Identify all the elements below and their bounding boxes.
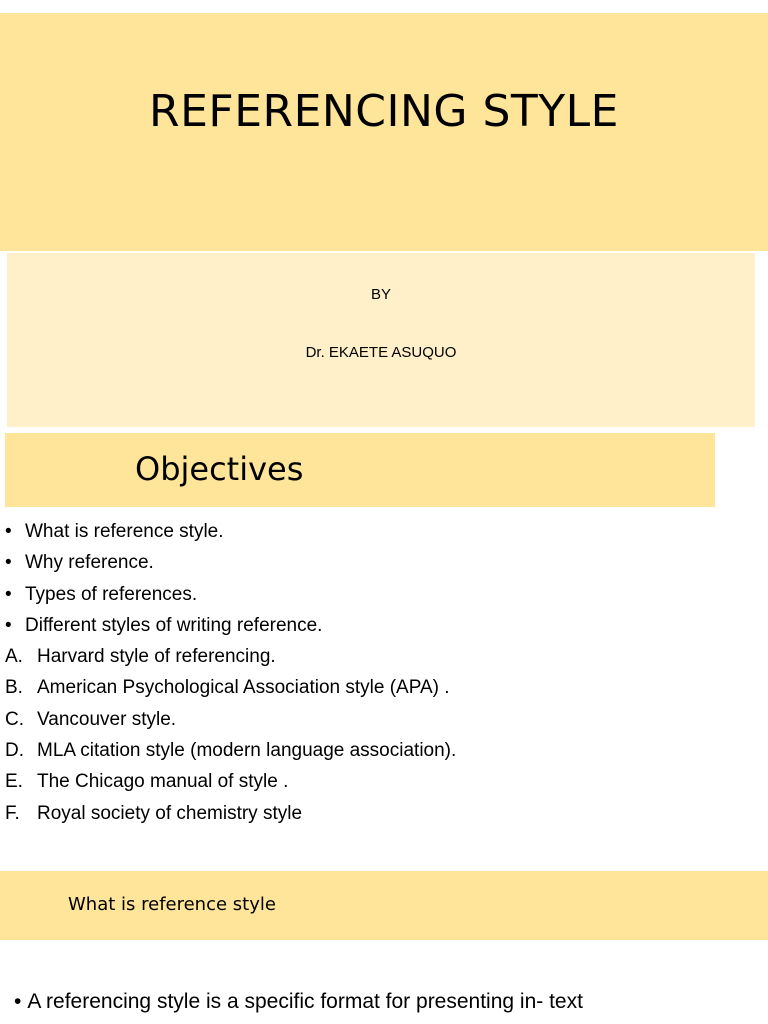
letter-marker: A. xyxy=(5,646,23,668)
list-item xyxy=(0,766,768,797)
byline-background xyxy=(7,253,755,427)
list-item xyxy=(0,672,768,703)
list-item xyxy=(0,798,768,829)
bullet-marker: • xyxy=(14,990,22,1013)
objectives-header-background xyxy=(5,433,715,507)
list-item-text: Harvard style of referencing. xyxy=(37,646,276,668)
list-item-text: Different styles of writing reference. xyxy=(25,614,323,636)
list-item-text: American Psychological Association style (APA) . xyxy=(37,677,450,699)
list-item-text: The Chicago manual of style . xyxy=(37,771,289,793)
letter-marker: B. xyxy=(5,677,23,699)
list-item xyxy=(0,641,768,672)
byline-by-label: BY xyxy=(370,286,391,303)
letter-marker: E. xyxy=(5,771,23,793)
list-item-text: What is reference style. xyxy=(25,521,224,542)
list-item xyxy=(0,547,768,578)
bullet-marker: • xyxy=(5,552,12,574)
body-paragraph xyxy=(14,988,764,1016)
list-item xyxy=(0,516,768,547)
list-item-text: Royal society of chemistry style xyxy=(37,802,303,824)
list-item xyxy=(0,735,768,766)
bullet-marker: • xyxy=(5,521,12,542)
list-item xyxy=(0,704,768,735)
list-item xyxy=(0,579,768,610)
bullet-marker: • xyxy=(5,614,12,636)
bullet-marker: • xyxy=(5,583,12,605)
letter-marker: D. xyxy=(5,740,24,762)
letter-marker: F. xyxy=(5,802,20,824)
list-item-text: Types of references. xyxy=(25,583,198,605)
objectives-list xyxy=(0,516,768,829)
list-item-text: MLA citation style (modern language association). xyxy=(37,740,457,762)
list-item xyxy=(0,610,768,641)
author-name: Dr. EKAETE ASUQUO xyxy=(305,344,457,361)
letter-marker: C. xyxy=(5,708,24,730)
list-item-text: Why reference. xyxy=(25,552,154,574)
objectives-title: Objectives xyxy=(135,450,304,488)
body-text: A referencing style is a specific format for presenting in- text xyxy=(27,990,583,1013)
slide-title: REFERENCING STYLE xyxy=(149,86,619,137)
list-item-text: Vancouver style. xyxy=(37,708,177,730)
section-title: What is reference style xyxy=(68,894,276,915)
